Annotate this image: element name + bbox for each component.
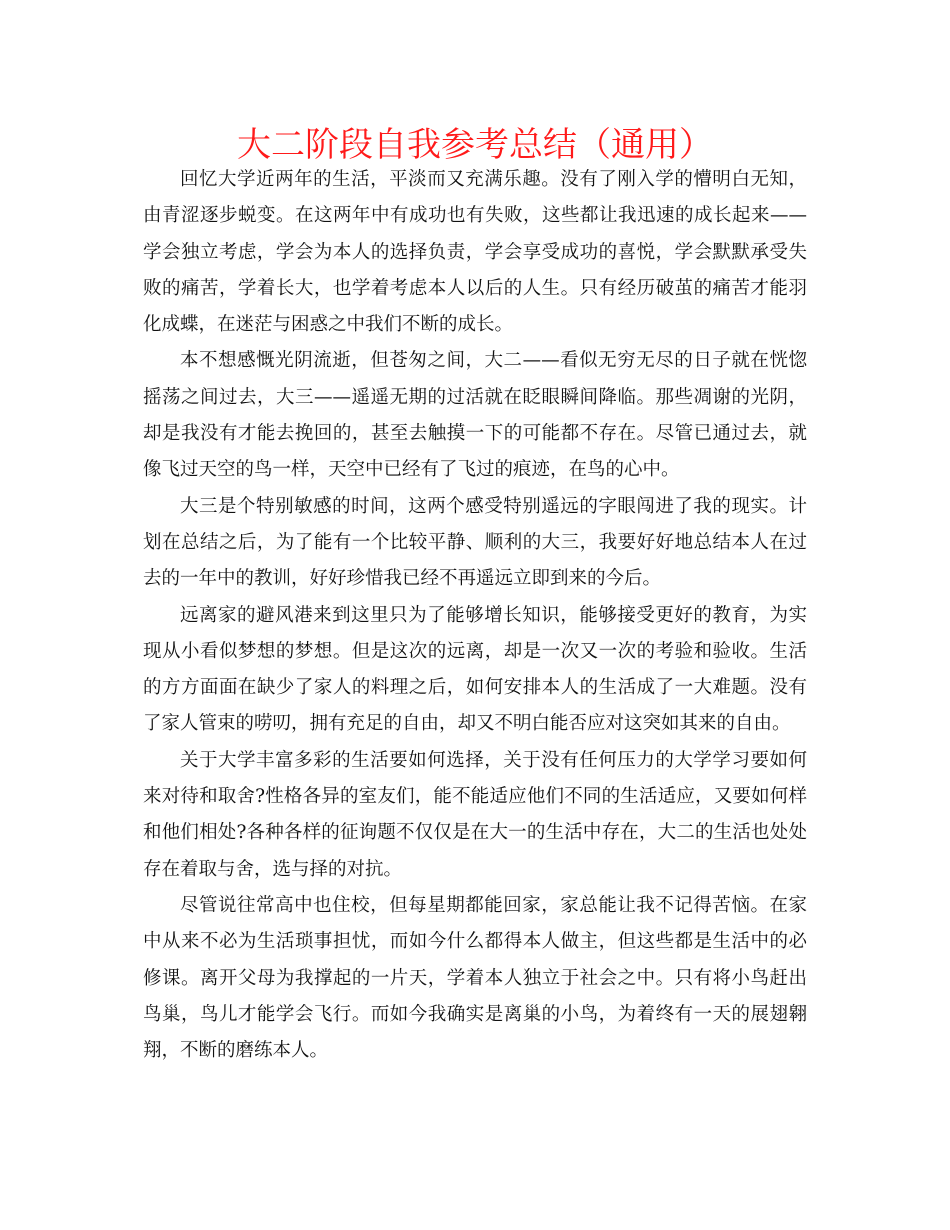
paragraph: 尽管说往常高中也住校，但每星期都能回家，家总能让我不记得苦恼。在家中从来不必为生活琐事担忧，而如今什么都得本人做主，但这些都是生活中的必修课。离开父母为我撑起的一片天，学着本人独立于社会之中。只有将小鸟赶出鸟巢，鸟儿才能学会飞行。而如今我确实是离巢的小鸟，为着终有一天的展翅翱翔，不断的磨练本人。 xyxy=(143,894,807,1062)
paragraph: 大三是个特别敏感的时间，这两个感受特别遥远的字眼闯进了我的现实。计划在总结之后，为了能有一个比较平静、顺利的大三，我要好好地总结本人在过去的一年中的教训，好好珍惜我已经不再遥远立即到来的今后。 xyxy=(143,495,807,590)
paragraph: 远离家的避风港来到这里只为了能够增长知识，能够接受更好的教育，为实现从小看似梦想的梦想。但是这次的远离，却是一次又一次的考验和验收。生活的方方面面在缺少了家人的料理之后，如何安排本人的生活成了一大难题。没有了家人管束的唠叨，拥有充足的自由，却又不明白能否应对这突如其来的自由。 xyxy=(143,604,807,735)
paragraph: 本不想感慨光阴流逝，但苍匆之间，大二——看似无穷无尽的日子就在恍惚摇荡之间过去，大三——遥遥无期的过活就在眨眼瞬间降临。那些凋谢的光阴，却是我没有才能去挽回的，甚至去触摸一下的可能都不存在。尽管已通过去，就像飞过天空的鸟一样，天空中已经有了飞过的痕迹，在鸟的心中。 xyxy=(143,350,807,481)
document-title: 大二阶段自我参考总结（通用） xyxy=(237,125,713,165)
paragraph: 回忆大学近两年的生活，平淡而又充满乐趣。没有了刚入学的懵明白无知，由青涩逐步蜕变。在这两年中有成功也有失败，这些都让我迅速的成长起来——学会独立考虑，学会为本人的选择负责，学会享受成功的喜悦，学会默默承受失败的痛苦，学着长大，也学着考虑本人以后的人生。只有经历破茧的痛苦才能羽化成蝶，在迷茫与困惑之中我们不断的成长。 xyxy=(143,169,807,336)
document-body xyxy=(143,162,807,1069)
paragraph: 关于大学丰富多彩的生活要如何选择，关于没有任何压力的大学学习要如何来对待和取舍?性格各异的室友们，能不能适应他们不同的生活适应，又要如何样和他们相处?各种各样的征询题不仅仅是在大一的生活中存在，大二的生活也处处存在着取与舍，选与择的对抗。 xyxy=(143,749,807,880)
